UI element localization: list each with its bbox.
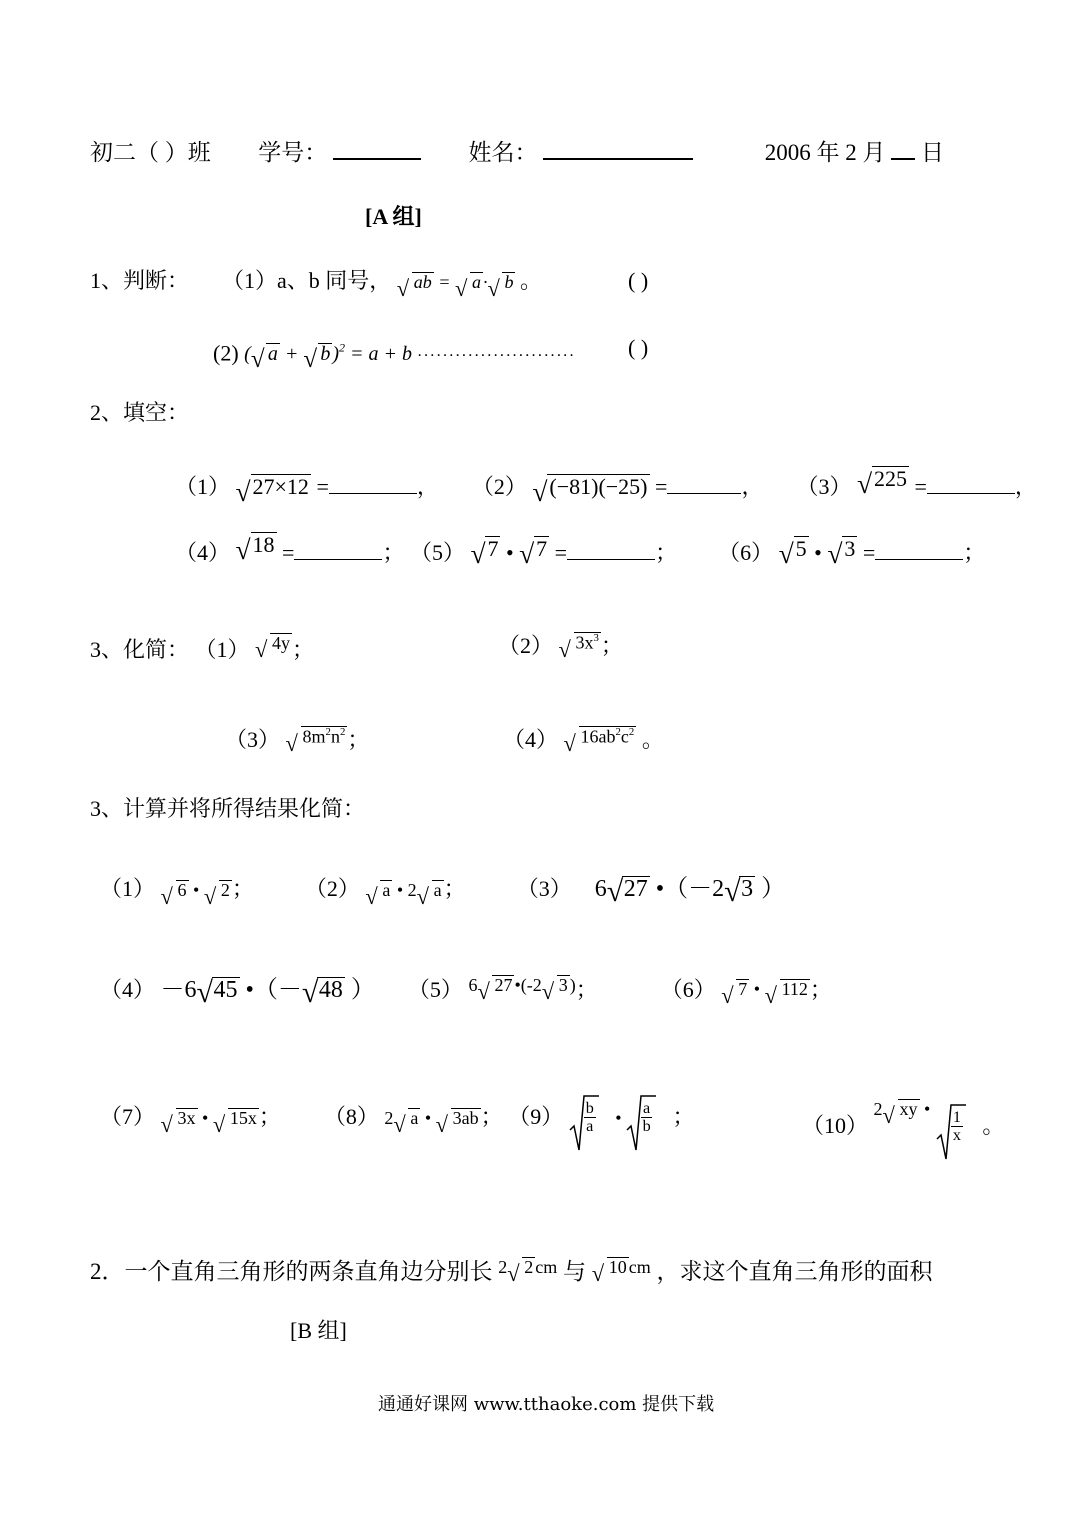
q3-compute-row3: （7） √ 3x • √ 15x； （8） 2√ a • √ 3ab； （9） $\frac{b}{a}$ • $\frac{a}{b}$ ； <box>100 1094 695 1146</box>
class-label: 初二（ ）班 <box>90 140 211 165</box>
q1-p2-dots: ························· <box>417 347 576 365</box>
q3-compute-item10: （10） $^{2√ xy •}$ $\frac{1}{x}$ 。 <box>802 1094 1004 1155</box>
q2-i3-expr: 225 <box>873 466 907 491</box>
group-b-heading: [B 组] <box>290 1318 347 1343</box>
footer-download-note: 通通好课网 www.tthaoke.com 提供下载 <box>378 1394 715 1415</box>
q1-p2-answer-paren[interactable]: ( ) <box>628 335 649 360</box>
q3-compute-row1: （1） √ 6 • √ 2； （2） √ a • 2√ a； （3） 6√ 27 •（－2√ 3 ） <box>100 874 785 905</box>
q1-p1-end: 。 <box>519 268 542 293</box>
q3-compute-label: 3、计算并将所得结果化简： <box>90 796 366 821</box>
date-day-field[interactable] <box>891 136 915 160</box>
q2-i2-expr: (−81)(−25) <box>549 474 648 499</box>
date-day-label: 日 <box>921 140 944 165</box>
q1-p1-prefix: （1）a、b 同号， <box>222 268 392 293</box>
q1-part1 <box>90 266 542 297</box>
date-year-month: 2006 年 2 月 <box>764 140 886 165</box>
q2-i1-expr: 27×12 <box>252 474 309 499</box>
q2-row2: （4） √ 18 = ； （5） √ 7 • √ 7 = ； （6） √ 5 • √ 3 = ； <box>175 530 985 568</box>
q2-i2-blank[interactable] <box>667 493 741 494</box>
q2-i6-blank[interactable] <box>875 559 963 560</box>
q1-part2 <box>213 333 575 371</box>
student-no-label: 学号： <box>258 140 328 165</box>
name-label: 姓名： <box>468 140 538 165</box>
q1-p1-answer-paren[interactable]: ( ) <box>628 268 649 293</box>
q3-simplify-item2: （2） √ $3x^3$； <box>498 628 623 661</box>
group-a-heading: [A 组] <box>365 204 422 229</box>
q3-compute-row2: （4） －6√ 45 •（－√ 48 ） （5） $^{6√ 27 •(-2√ 3 )}$； （6） √ 7 • √ 112； <box>100 970 832 1005</box>
q1-label: 1、判断： <box>90 268 190 293</box>
q2-i4-blank[interactable] <box>294 559 382 560</box>
q2-row1: （1） √ 27×12 = ， （2） √ (−81)(−25) = ， （3） √ 225 = ， <box>175 464 1037 502</box>
student-no-field[interactable] <box>333 136 421 160</box>
q1-p2-prefix: (2) <box>213 340 239 366</box>
header-line <box>90 136 944 168</box>
q4-question: 2．一个直角三角形的两条直角边分别长 $^{2√ 2 cm}$ 与 √ $^{10 cm}$ ，求这个直角三角形的面积 <box>90 1252 933 1287</box>
q1-p1-formula: √ ab = √ a ·√ b <box>397 272 520 292</box>
q2-label: 2、填空： <box>90 400 190 425</box>
name-field[interactable] <box>543 136 693 160</box>
q1-p2-formula: (√ a + √ b )$^2$ = a + b <box>244 343 417 365</box>
q3-simplify-item3: （3） √ $8m^2n^2$； <box>225 722 369 755</box>
q2-i4-expr: 18 <box>252 532 275 557</box>
q3-simplify-item4: （4） √ $16ab^2c^2$ 。 <box>503 722 664 755</box>
q2-i5-blank[interactable] <box>567 559 655 560</box>
q3-simplify-row1: 3、化简： （1） √ 4y； <box>90 628 314 665</box>
q2-i1-blank[interactable] <box>329 493 417 494</box>
q2-i3-blank[interactable] <box>927 493 1015 494</box>
